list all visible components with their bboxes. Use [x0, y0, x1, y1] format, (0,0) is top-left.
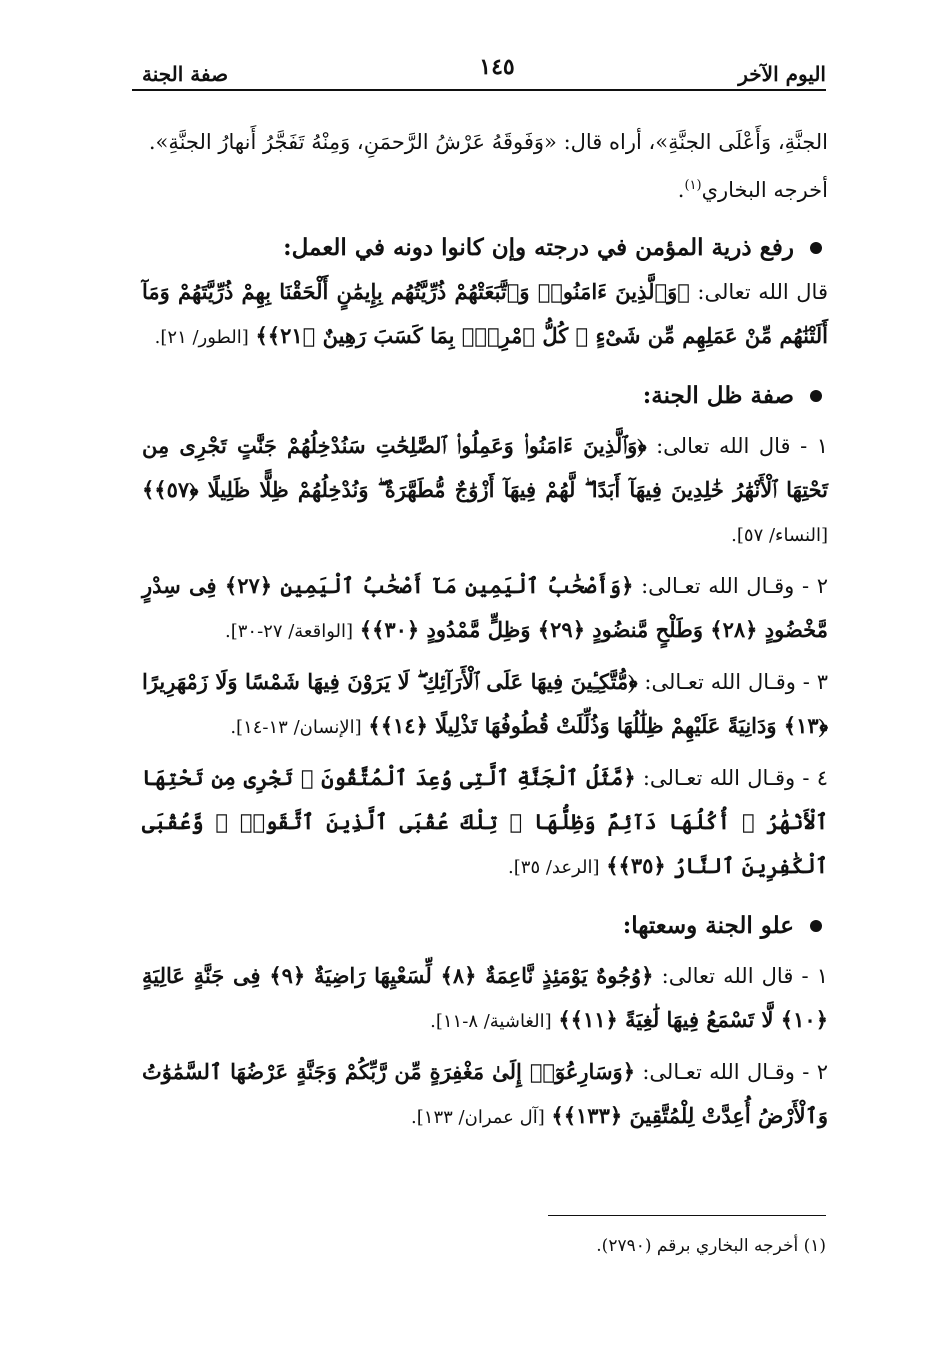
- running-title-right: اليوم الآخر: [738, 62, 826, 86]
- intro-line-1: الجنَّةِ، وَأَعْلَى الجنَّةِ»، أراه قال: «وَفَوقَهُ عَرْشُ الرَّحمَنِ، وَمِنْهُ تَفَجَّرُ أَنهارُ الجنَّةِ».: [148, 130, 828, 154]
- section-1-text: [142, 270, 828, 360]
- item-number: ٤ -: [795, 766, 828, 790]
- page-number: ١٤٥: [479, 54, 515, 80]
- verse-reference: [الطور/ ٢١].: [154, 327, 249, 348]
- verse-intro: وقـال الله تعـالى:: [642, 766, 796, 790]
- intro-line-2: [142, 164, 828, 212]
- section-title-3: علو الجنة وسعتها:: [622, 912, 794, 939]
- header-rule: [132, 89, 826, 91]
- item-number: ٣ -: [795, 670, 828, 694]
- quran-verse: ﴿وَسَارِعُوٓا۟ إِلَىٰ مَغْفِرَةٍ مِّن رَّبِّكُمْ وَجَنَّةٍ عَرْضُهَا ٱلسَّمَٰوَٰتُ وَٱلْأَرْضُ أُعِدَّتْ لِلْمُتَّقِينَ ﴿١٣٣﴾﴾: [142, 1059, 828, 1128]
- section-heading-1: [142, 226, 828, 270]
- footnote-rule: [548, 1215, 826, 1216]
- verse-intro: وقـال الله تعـالى:: [641, 574, 795, 598]
- item-number: ١ -: [793, 964, 828, 988]
- quran-verse: ﴿وُجُوهٌ يَوْمَئِذٍ نَّاعِمَةٌ ﴿٨﴾ لِّسَعْيِهَا رَاضِيَةٌ ﴿٩﴾ فِى جَنَّةٍ عَالِيَةٍ ﴿١٠﴾ لَّا تَسْمَعُ فِيهَا لَٰغِيَةً ﴿١١﴾﴾: [142, 963, 828, 1032]
- page-body: [142, 120, 828, 1140]
- verse-reference: [الرعد/ ٣٥].: [508, 857, 600, 878]
- item-number: ٢ -: [794, 574, 828, 598]
- quran-verse: ﴿وَٱلَّذِينَ ءَامَنُوا۟ وَٱتَّبَعَتْهُمْ ذُرِّيَّتُهُم بِإِيمَٰنٍ أَلْحَقْنَا بِهِمْ ذُرِّيَّتَهُمْ وَمَآ أَلَتْنَٰهُم مِّنْ عَمَلِهِم مِّن شَىْءٍ ۚ كُلُّ ٱمْرِئٍۭ بِمَا كَسَبَ رَهِينٌ ﴿٢١﴾﴾: [142, 279, 828, 348]
- verse-intro: قال الله تعالى:: [661, 964, 794, 988]
- verse-intro: وقـال الله تعـالى:: [644, 670, 796, 694]
- intro-line-2-text: أخرجه البخاري: [701, 178, 828, 202]
- section-heading-2: [142, 374, 828, 418]
- quran-verse: ﴿وَأَصْحَٰبُ ٱلْيَمِينِ مَآ أَصْحَٰبُ ٱلْيَمِينِ ﴿٢٧﴾ فِى سِدْرٍ مَّخْضُودٍ ﴿٢٨﴾ وَطَلْحٍ مَّنضُودٍ ﴿٢٩﴾ وَظِلٍّ مَّمْدُودٍ ﴿٣٠﴾﴾: [142, 573, 828, 642]
- quran-verse: ﴿مُّتَّكِـِٔينَ فِيهَا عَلَى ٱلْأَرَآئِكِ ۖ لَا يَرَوْنَ فِيهَا شَمْسًا وَلَا زَمْهَرِيرًا ﴿١٣﴾ وَدَانِيَةً عَلَيْهِمْ ظِلَٰلُهَا وَذُلِّلَتْ قُطُوفُهَا تَذْلِيلًا ﴿١٤﴾﴾: [142, 669, 828, 738]
- verse-reference: [النساء/ ٥٧].: [731, 525, 828, 546]
- list-item: [142, 424, 828, 558]
- list-item: [142, 1050, 828, 1140]
- bullet-icon: [810, 920, 822, 932]
- list-item: [142, 756, 828, 890]
- verse-reference: [الغاشية/ ٨-١١].: [430, 1011, 552, 1032]
- section-title-1: رفع ذرية المؤمن في درجته وإن كانوا دونه في العمل:: [283, 234, 794, 261]
- list-item: [142, 564, 828, 654]
- verse-reference: [الإنسان/ ١٣-١٤].: [230, 717, 362, 738]
- section-heading-3: [142, 904, 828, 948]
- quran-verse: ﴿مَّثَلُ ٱلْجَنَّةِ ٱلَّتِى وُعِدَ ٱلْمُتَّقُونَ ۖ تَجْرِى مِن تَحْتِهَا ٱلْأَنْهَٰرُ ۖ أُكُلُهَا دَآئِمٌ وَظِلُّهَا ۚ تِلْكَ عُقْبَى ٱلَّذِينَ ٱتَّقَوا۟ ۖ وَّعُقْبَى ٱلْكَٰفِرِينَ ٱلنَّارُ ﴿٣٥﴾﴾: [142, 765, 828, 878]
- item-number: ٢ -: [794, 1060, 828, 1084]
- running-title-left: صفة الجنة: [142, 62, 229, 86]
- bullet-icon: [810, 390, 822, 402]
- quran-verse: ﴿وَٱلَّذِينَ ءَامَنُوا۟ وَعَمِلُوا۟ ٱلصَّٰلِحَٰتِ سَنُدْخِلُهُمْ جَنَّٰتٍ تَجْرِى مِن تَحْتِهَا ٱلْأَنْهَٰرُ خَٰلِدِينَ فِيهَآ أَبَدًا ۖ لَّهُمْ فِيهَآ أَزْوَٰجٌ مُّطَهَّرَةٌ ۖ وَنُدْخِلُهُمْ ظِلًّا ظَلِيلًا ﴿٥٧﴾﴾: [142, 433, 828, 502]
- bullet-icon: [810, 242, 822, 254]
- list-item: [142, 660, 828, 750]
- item-number: ١ -: [790, 434, 829, 458]
- footnote: (١) أخرجه البخاري برقم (٢٧٩٠).: [596, 1236, 826, 1256]
- verse-intro: قال الله تعالى:: [697, 280, 828, 304]
- verse-intro: وقـال الله تعـالى:: [642, 1060, 795, 1084]
- verse-reference: [الواقعة/ ٢٧-٣٠].: [224, 621, 354, 642]
- intro-line-2-end: .: [677, 178, 685, 202]
- list-item: [142, 954, 828, 1044]
- verse-intro: قال الله تعالى:: [656, 434, 791, 458]
- verse-reference: [آل عمران/ ١٣٣].: [411, 1107, 545, 1128]
- section-title-2: صفة ظل الجنة:: [642, 382, 794, 409]
- page-header: [132, 50, 826, 90]
- footnote-marker[interactable]: (١): [684, 178, 702, 193]
